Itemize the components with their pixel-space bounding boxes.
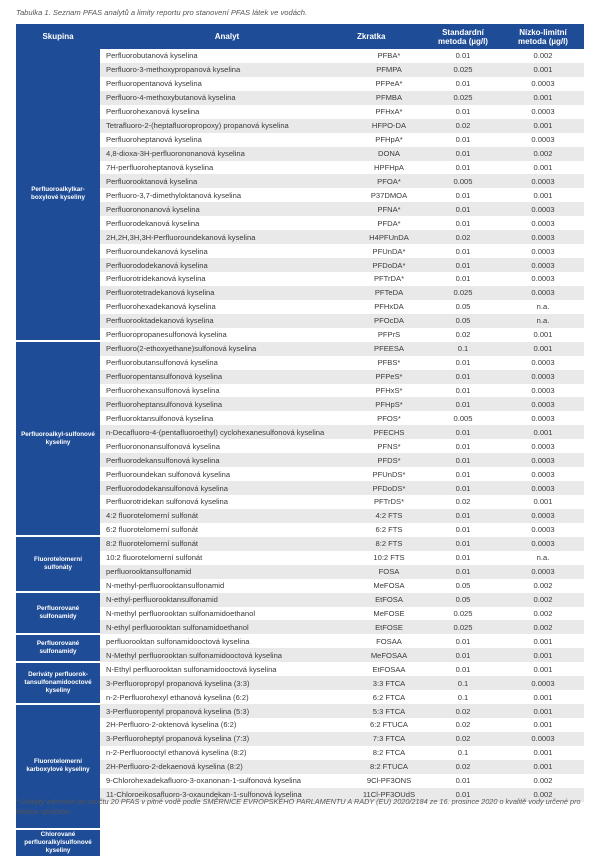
- table-row: [100, 676, 584, 690]
- standard-limit: 0.01: [455, 107, 471, 117]
- analyte-name: 3-Perfluoropropyl propanová kyselina (3:3): [106, 678, 250, 688]
- standard-limit: 0.05: [455, 595, 471, 605]
- low-limit: 0.0003: [531, 176, 555, 186]
- table-row: [100, 63, 584, 77]
- standard-limit: 0.01: [455, 790, 471, 800]
- standard-limit: 0.01: [455, 79, 471, 89]
- low-limit: 0.002: [533, 595, 553, 605]
- table-caption: Tabulka 1. Seznam PFAS analytů a limity reportu pro stanovení PFAS látek ve vodách.: [16, 8, 308, 17]
- standard-limit: 0.02: [455, 232, 471, 242]
- table-row: [100, 258, 584, 272]
- standard-limit: 0.01: [455, 567, 471, 577]
- analyte-name: perfluorooktansulfonamid: [106, 567, 192, 577]
- standard-limit: 0.005: [453, 413, 473, 423]
- low-limit: 0.001: [533, 497, 553, 507]
- analyte-abbreviation: 4:2 FTS: [375, 511, 403, 521]
- analyte-abbreviation: 6:2 FTCA: [372, 692, 406, 702]
- group-label: Chlorované perfluoralkylsulfonové kyseliny: [16, 830, 100, 858]
- table-row: [100, 746, 584, 760]
- low-limit: 0.0003: [531, 511, 555, 521]
- analyte-name: 9-Chlorohexadekafluoro-3-oxanonan-1-sulfonová kyselina: [106, 776, 302, 786]
- analyte-name: 3-Perfluoroheptyl propanová kyselina (7:3): [106, 734, 250, 744]
- analyte-abbreviation: 8:2 FTUCA: [370, 762, 408, 772]
- analyte-name: N-Methyl perfluorooktan sulfonamidooctová kyselina: [106, 650, 283, 660]
- analyte-name: Perfluorobutansulfonová kyselina: [106, 358, 218, 368]
- low-limit: 0.0003: [531, 385, 555, 395]
- analyte-abbreviation: 8:2 FTCA: [372, 748, 406, 758]
- analyte-abbreviation: PFUnDA*: [372, 246, 406, 256]
- table-row: [100, 300, 584, 314]
- low-limit: 0.001: [533, 720, 553, 730]
- table-row: [100, 77, 584, 91]
- low-limit: 0.001: [533, 65, 553, 75]
- low-limit: 0.0003: [531, 288, 555, 298]
- low-limit: 0.002: [533, 149, 553, 159]
- standard-limit: 0.01: [455, 399, 471, 409]
- table-row: [100, 467, 584, 481]
- standard-limit: 0.01: [455, 385, 471, 395]
- analyte-abbreviation: HPFHpA: [374, 162, 404, 172]
- analyte-abbreviation: PFNA*: [377, 204, 401, 214]
- standard-limit: 0.05: [455, 316, 471, 326]
- low-limit: 0.0003: [531, 413, 555, 423]
- table-row: [100, 481, 584, 495]
- analyte-abbreviation: PFOA*: [377, 176, 401, 186]
- analyte-abbreviation: PFHxA*: [375, 107, 403, 117]
- footnote: * Analyty zahrnuté do součtu 20 PFAS v pitné vodě podle SMĚRNICE EVROPSKÉHO PARLAMENTU A RADY (EU) 2020/2184 ze 16. prosince 2020 o kvalitě vody určené pro lidskou spotřebu.: [16, 797, 581, 816]
- standard-limit: 0.025: [453, 93, 473, 103]
- analyte-abbreviation: PFEESA: [374, 344, 404, 354]
- standard-limit: 0.01: [455, 149, 471, 159]
- standard-limit: 0.025: [453, 65, 473, 75]
- table-row: [100, 537, 584, 551]
- low-limit: 0.001: [533, 190, 553, 200]
- table-row: [100, 161, 584, 175]
- analyte-rows: [100, 49, 584, 858]
- analyte-name: N-ethyl-perfluorooktansulfonamid: [106, 595, 218, 605]
- analyte-abbreviation: H4PFUnDA: [369, 232, 409, 242]
- table-row: [100, 286, 584, 300]
- analyte-abbreviation: PFHxS*: [375, 385, 403, 395]
- analyte-abbreviation: PFPeS*: [375, 372, 403, 382]
- analyte-abbreviation: PFHpA*: [375, 135, 403, 145]
- table-row: [100, 523, 584, 537]
- standard-limit: 0.01: [455, 469, 471, 479]
- low-limit: n.a.: [536, 302, 550, 312]
- table-row: [100, 760, 584, 774]
- analyte-name: n-Decafluoro-4-(pentafluoroethyl) cyclohexanesulfonová kyselina: [106, 427, 325, 437]
- table-row: [100, 551, 584, 565]
- table-row: [100, 620, 584, 634]
- analyte-name: Perfluorohexadekanová kyselina: [106, 302, 216, 312]
- analyte-name: N-Ethyl perfluorooktan sulfonamidooctová kyselina: [106, 664, 277, 674]
- header-abbreviation: Zkratka: [354, 24, 424, 49]
- analyte-name: 2H-Perfluoro-2-dekaenová kyselina (8:2): [106, 762, 243, 772]
- standard-limit: 0.005: [453, 176, 473, 186]
- analyte-name: Perfluorobutanová kyselina: [106, 51, 198, 61]
- standard-limit: 0.01: [455, 204, 471, 214]
- standard-limit: 0.01: [455, 358, 471, 368]
- low-limit: 0.002: [533, 581, 553, 591]
- standard-limit: 0.01: [455, 274, 471, 284]
- low-limit: n.a.: [536, 553, 550, 563]
- pfas-table: [16, 24, 584, 858]
- analyte-abbreviation: PFMPA: [376, 65, 402, 75]
- analyte-name: Perfluoro-3-methoxypropanová kyselina: [106, 65, 241, 75]
- low-limit: 0.0003: [531, 441, 555, 451]
- standard-limit: 0.1: [457, 344, 469, 354]
- standard-limit: 0.01: [455, 246, 471, 256]
- table-row: [100, 244, 584, 258]
- low-limit: 0.001: [533, 162, 553, 172]
- analyte-abbreviation: 3:3 FTCA: [372, 678, 406, 688]
- low-limit: 0.0003: [531, 204, 555, 214]
- analyte-abbreviation: PFECHS: [373, 427, 405, 437]
- group-label: Perfluorované sulfonamidy: [16, 635, 100, 663]
- low-limit: 0.001: [533, 692, 553, 702]
- table-row: [100, 328, 584, 342]
- standard-limit: 0.01: [455, 664, 471, 674]
- analyte-name: Perfluoroundekanová kyselina: [106, 246, 208, 256]
- standard-limit: 0.01: [455, 553, 471, 563]
- analyte-abbreviation: 5:3 FTCA: [372, 706, 406, 716]
- header-analyte: Analyt: [100, 24, 354, 49]
- header-standard-method: Standardní metoda (µg/l): [424, 24, 502, 49]
- analyte-abbreviation: FOSA: [378, 567, 400, 577]
- analyte-name: Perfluorotridekanová kyselina: [106, 274, 206, 284]
- table-row: [100, 202, 584, 216]
- analyte-name: Perfluorohexansulfonová kyselina: [106, 385, 220, 395]
- analyte-abbreviation: PFDS*: [377, 455, 401, 465]
- standard-limit: 0.01: [455, 650, 471, 660]
- analyte-name: Perfluoroundekan sulfonová kyselina: [106, 469, 231, 479]
- table-row: [100, 49, 584, 63]
- group-label: Perfluorované sulfonamidy: [16, 593, 100, 635]
- low-limit: 0.0003: [531, 455, 555, 465]
- analyte-name: N-methyl-perfluorooktansulfonamid: [106, 581, 225, 591]
- standard-limit: 0.01: [455, 162, 471, 172]
- analyte-name: 6:2 fluorotelomerní sulfonát: [106, 525, 199, 535]
- analyte-name: Perfluoroheptanová kyselina: [106, 135, 202, 145]
- low-limit: 0.0003: [531, 79, 555, 89]
- analyte-name: 4:2 fluorotelomerní sulfonát: [106, 511, 199, 521]
- low-limit: 0.001: [533, 748, 553, 758]
- header-group: Skupina: [16, 24, 100, 49]
- analyte-abbreviation: PFMBA: [375, 93, 403, 103]
- table-row: [100, 453, 584, 467]
- standard-limit: 0.02: [455, 330, 471, 340]
- table-row: [100, 91, 584, 105]
- analyte-abbreviation: MeFOSA: [373, 581, 405, 591]
- standard-limit: 0.01: [455, 455, 471, 465]
- header-low-limit-method: Nízko-limitní metoda (µg/l): [502, 24, 584, 49]
- table-row: [100, 704, 584, 718]
- table-row: [100, 356, 584, 370]
- analyte-abbreviation: 8:2 FTS: [375, 539, 403, 549]
- analyte-abbreviation: 7:3 FTCA: [372, 734, 406, 744]
- analyte-name: 8:2 fluorotelomerní sulfonát: [106, 539, 199, 549]
- standard-limit: 0.05: [455, 581, 471, 591]
- analyte-name: Perfluorohexanová kyselina: [106, 107, 200, 117]
- analyte-abbreviation: PFTrDA*: [373, 274, 405, 284]
- analyte-abbreviation: 6:2 FTS: [375, 525, 403, 535]
- analyte-name: Perfluorooktadekanová kyselina: [106, 316, 214, 326]
- analyte-name: perfluorooktan sulfonamidooctová kyselina: [106, 636, 250, 646]
- analyte-abbreviation: 11Cl-PF3OUdS: [362, 790, 416, 800]
- analyte-name: 10:2 fluorotelomerní sulfonát: [106, 553, 203, 563]
- low-limit: 0.001: [533, 427, 553, 437]
- analyte-abbreviation: P37DMOA: [370, 190, 408, 200]
- low-limit: n.a.: [536, 316, 550, 326]
- analyte-abbreviation: PFPrS: [377, 330, 401, 340]
- analyte-abbreviation: PFDA*: [377, 218, 401, 228]
- analyte-abbreviation: PFHxDA: [374, 302, 404, 312]
- standard-limit: 0.01: [455, 483, 471, 493]
- standard-limit: 0.02: [455, 497, 471, 507]
- table-row: [100, 718, 584, 732]
- analyte-abbreviation: MeFOSAA: [370, 650, 408, 660]
- table-row: [100, 119, 584, 133]
- analyte-abbreviation: PFTrDS*: [373, 497, 405, 507]
- analyte-abbreviation: DONA: [378, 149, 400, 159]
- table-row: [100, 411, 584, 425]
- standard-limit: 0.025: [453, 608, 473, 618]
- group-label: Deriváty perfluorok-tansulfonamidooctové kyseliny: [16, 663, 100, 705]
- low-limit: 0.0003: [531, 734, 555, 744]
- analyte-name: 2H,2H,3H,3H-Perfluoroundekanová kyselina: [106, 232, 256, 242]
- analyte-name: Perfluorotetradekanová kyselina: [106, 288, 215, 298]
- standard-limit: 0.025: [453, 288, 473, 298]
- standard-limit: 0.01: [455, 776, 471, 786]
- table-row: [100, 662, 584, 676]
- analyte-name: Perfluorododekanová kyselina: [106, 260, 208, 270]
- analyte-name: 4,8-dioxa-3H-perfluorononanová kyselina: [106, 149, 245, 159]
- analyte-name: Perfluorotridekan sulfonová kyselina: [106, 497, 228, 507]
- low-limit: 0.002: [533, 51, 553, 61]
- analyte-name: n-2-Perfluorooctyl ethanová kyselina (8:2): [106, 748, 247, 758]
- low-limit: 0.002: [533, 608, 553, 618]
- low-limit: 0.0003: [531, 260, 555, 270]
- low-limit: 0.001: [533, 330, 553, 340]
- table-row: [100, 272, 584, 286]
- table-row: [100, 579, 584, 593]
- analyte-name: Perfluorononanová kyselina: [106, 204, 200, 214]
- analyte-abbreviation: PFNS*: [377, 441, 401, 451]
- low-limit: 0.0003: [531, 678, 555, 688]
- standard-limit: 0.01: [455, 51, 471, 61]
- table-row: [100, 509, 584, 523]
- analyte-name: 3-Perfluoropentyl propanová kyselina (5:3): [106, 706, 250, 716]
- standard-limit: 0.02: [455, 706, 471, 716]
- analyte-abbreviation: PFBA*: [377, 51, 401, 61]
- table-row: [100, 648, 584, 662]
- standard-limit: 0.02: [455, 121, 471, 131]
- table-row: [100, 216, 584, 230]
- analyte-name: Perfluorodekanová kyselina: [106, 218, 200, 228]
- low-limit: 0.001: [533, 664, 553, 674]
- table-row: [100, 133, 584, 147]
- analyte-name: Perfluoropentansulfonová kyselina: [106, 372, 223, 382]
- analyte-abbreviation: PFDoDA*: [372, 260, 406, 270]
- table-row: [100, 174, 584, 188]
- analyte-name: Perfluoro-4-methoxybutanová kyselina: [106, 93, 236, 103]
- low-limit: 0.002: [533, 790, 553, 800]
- low-limit: 0.001: [533, 706, 553, 716]
- low-limit: 0.001: [533, 121, 553, 131]
- standard-limit: 0.1: [457, 678, 469, 688]
- standard-limit: 0.01: [455, 511, 471, 521]
- analyte-abbreviation: PFDoDS*: [372, 483, 406, 493]
- low-limit: 0.0003: [531, 246, 555, 256]
- analyte-abbreviation: FOSAA: [376, 636, 402, 646]
- standard-limit: 0.02: [455, 762, 471, 772]
- analyte-abbreviation: HFPO-DA: [371, 121, 407, 131]
- low-limit: 0.0003: [531, 539, 555, 549]
- group-label: Perfluoroalkylkar-boxylové kyseliny: [16, 49, 100, 342]
- standard-limit: 0.01: [455, 372, 471, 382]
- standard-limit: 0.01: [455, 427, 471, 437]
- analyte-name: Perfluorononansulfonová kyselina: [106, 441, 220, 451]
- low-limit: 0.001: [533, 344, 553, 354]
- analyte-abbreviation: PFHpS*: [375, 399, 403, 409]
- standard-limit: 0.01: [455, 260, 471, 270]
- table-row: [100, 634, 584, 648]
- standard-limit: 0.02: [455, 720, 471, 730]
- table-row: [100, 593, 584, 607]
- analyte-name: Perfluoroheptansulfonová kyselina: [106, 399, 223, 409]
- standard-limit: 0.02: [455, 734, 471, 744]
- analyte-name: 2H-Perfluoro-2-oktenová kyselina (6:2): [106, 720, 237, 730]
- group-label: Perfluoroalkyl-sulfonové kyseliny: [16, 342, 100, 537]
- low-limit: 0.0003: [531, 525, 555, 535]
- standard-limit: 0.01: [455, 135, 471, 145]
- standard-limit: 0.01: [455, 539, 471, 549]
- table-row: [100, 425, 584, 439]
- analyte-abbreviation: MeFOSE: [373, 608, 405, 618]
- analyte-name: N-methyl perfluorooktan sulfonamidoethanol: [106, 608, 256, 618]
- low-limit: 0.0003: [531, 399, 555, 409]
- table-row: [100, 384, 584, 398]
- table-row: [100, 397, 584, 411]
- analyte-abbreviation: EtFOSAA: [372, 664, 406, 674]
- table-row: [100, 565, 584, 579]
- analyte-name: 11-Chloroeikosafluoro-3-oxaundekan-1-sulfonová kyselina: [106, 790, 302, 800]
- standard-limit: 0.05: [455, 302, 471, 312]
- table-row: [100, 188, 584, 202]
- table-row: [100, 774, 584, 788]
- low-limit: 0.0003: [531, 107, 555, 117]
- analyte-name: Perfluoro(2-ethoxyethane)sulfonová kyselina: [106, 344, 257, 354]
- analyte-abbreviation: 6:2 FTUCA: [370, 720, 408, 730]
- group-column: [16, 49, 100, 858]
- low-limit: 0.0003: [531, 483, 555, 493]
- low-limit: 0.0003: [531, 232, 555, 242]
- analyte-abbreviation: PFOS*: [377, 413, 401, 423]
- analyte-name: Tetrafluoro-2-(heptafluoropropoxy) propanová kyselina: [106, 121, 289, 131]
- standard-limit: 0.1: [457, 692, 469, 702]
- analyte-abbreviation: EtFOSE: [375, 622, 403, 632]
- table-row: [100, 342, 584, 356]
- low-limit: 0.0003: [531, 372, 555, 382]
- low-limit: 0.001: [533, 650, 553, 660]
- analyte-abbreviation: PFTeDA: [374, 288, 404, 298]
- table-row: [100, 314, 584, 328]
- low-limit: 0.0003: [531, 135, 555, 145]
- analyte-name: Perfluorodekansulfonová kyselina: [106, 455, 220, 465]
- analyte-abbreviation: 10:2 FTS: [373, 553, 405, 563]
- table-header: [16, 24, 584, 49]
- low-limit: 0.0003: [531, 274, 555, 284]
- table-row: [100, 607, 584, 621]
- low-limit: 0.0003: [531, 567, 555, 577]
- analyte-abbreviation: PFPeA*: [375, 79, 403, 89]
- table-row: [100, 370, 584, 384]
- analyte-abbreviation: PFUnDS*: [372, 469, 406, 479]
- low-limit: 0.002: [533, 622, 553, 632]
- analyte-name: Perfluoropropanesulfonová kyselina: [106, 330, 227, 340]
- analyte-name: 7H-perfluoroheptanová kyselina: [106, 162, 214, 172]
- low-limit: 0.001: [533, 636, 553, 646]
- standard-limit: 0.01: [455, 525, 471, 535]
- analyte-abbreviation: PFBS*: [377, 358, 401, 368]
- analyte-abbreviation: PFOcDA: [374, 316, 404, 326]
- standard-limit: 0.01: [455, 441, 471, 451]
- low-limit: 0.001: [533, 93, 553, 103]
- analyte-name: Perfluoro-3,7-dimethyloktanová kyselina: [106, 190, 242, 200]
- low-limit: 0.001: [533, 762, 553, 772]
- analyte-name: Perfluorododekansulfonová kyselina: [106, 483, 229, 493]
- low-limit: 0.0003: [531, 218, 555, 228]
- analyte-abbreviation: 9Cl-PF3ONS: [366, 776, 412, 786]
- low-limit: 0.0003: [531, 358, 555, 368]
- low-limit: 0.002: [533, 776, 553, 786]
- standard-limit: 0.01: [455, 636, 471, 646]
- standard-limit: 0.01: [455, 190, 471, 200]
- analyte-name: Perfluorooktanová kyselina: [106, 176, 198, 186]
- table-row: [100, 690, 584, 704]
- group-label: Fluorotelomerní karboxylové kyseliny: [16, 705, 100, 831]
- standard-limit: 0.025: [453, 622, 473, 632]
- group-label: Fluorotelomerní sulfonáty: [16, 537, 100, 593]
- analyte-name: Perfluoropentanová kyselina: [106, 79, 202, 89]
- table-row: [100, 147, 584, 161]
- analyte-name: n-2-Perfluorohexyl ethanová kyselina (6:2): [106, 692, 249, 702]
- analyte-name: Perfluoroktansulfonová kyselina: [106, 413, 214, 423]
- table-row: [100, 230, 584, 244]
- analyte-abbreviation: EtFOSA: [375, 595, 403, 605]
- analyte-name: N-ethyl perfluorooktan sulfonamidoethanol: [106, 622, 249, 632]
- low-limit: 0.0003: [531, 469, 555, 479]
- table-row: [100, 105, 584, 119]
- table-row: [100, 495, 584, 509]
- standard-limit: 0.01: [455, 218, 471, 228]
- standard-limit: 0.1: [457, 748, 469, 758]
- table-row: [100, 439, 584, 453]
- table-row: [100, 732, 584, 746]
